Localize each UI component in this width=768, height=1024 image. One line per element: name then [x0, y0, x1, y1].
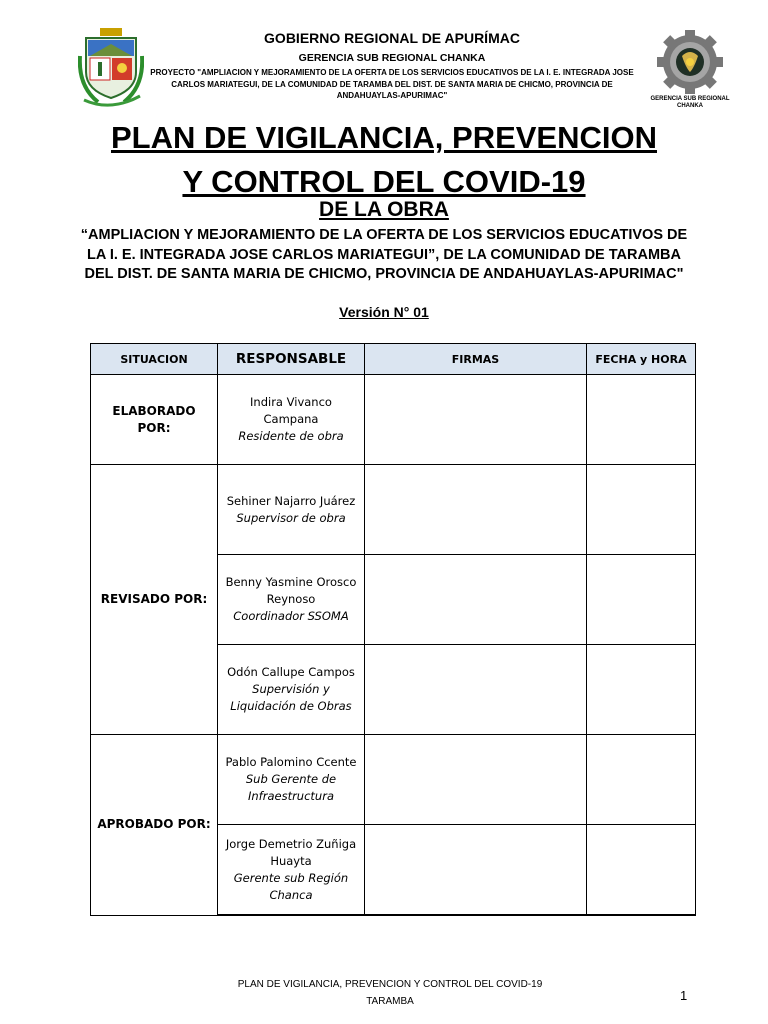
date-time-cell[interactable] [587, 555, 696, 645]
document-title [60, 116, 708, 204]
header-firmas: FIRMAS [365, 344, 587, 375]
signature-cell[interactable] [365, 465, 587, 555]
table-row [91, 375, 696, 465]
header-situacion: SITUACION [91, 344, 218, 375]
date-time-cell[interactable] [587, 645, 696, 735]
person-name: Odón Callupe Campos [227, 665, 355, 679]
table-row [91, 735, 696, 825]
person-name: Sehiner Najarro Juárez [226, 493, 356, 508]
person-name: Benny Yasmine Orosco Reynoso [225, 575, 357, 606]
person-role: Coordinador SSOMA [233, 609, 349, 623]
title-line-1: PLAN DE VIGILANCIA, PREVENCION [111, 120, 657, 155]
situation-cell: APROBADO POR: [91, 735, 218, 916]
person-role: Supervisor de obra [236, 510, 346, 525]
project-description: “AMPLIACION Y MEJORAMIENTO DE LA OFERTA DE LOS SERVICIOS EDUCATIVOS DE LA I. E. INTEGRADA JOSE CARLOS MARIATEGUI”, DE LA COMUNIDAD DE TARAMBA DEL DIST. DE SANTA MARIA DE CHICMO, PROVINCIA DE ANDAHUAYLAS-APURIMAC" [80, 227, 688, 282]
responsible-cell [218, 375, 365, 465]
person-role: Supervisión y Liquidación de Obras [230, 682, 352, 713]
gerencia-chanka-gear-logo [646, 30, 734, 114]
logo-caption: GERENCIA SUB REGIONAL CHANKA [650, 96, 730, 109]
date-time-cell[interactable] [587, 375, 696, 465]
signature-cell[interactable] [365, 735, 587, 825]
person-name: Jorge Demetrio Zuñiga Huayta [225, 836, 357, 868]
government-name: GOBIERNO REGIONAL DE APURÍMAC [264, 30, 520, 46]
person-role: Residente de obra [238, 429, 344, 443]
gerencia-name: GERENCIA SUB REGIONAL CHANKA [298, 52, 486, 64]
date-time-cell[interactable] [587, 735, 696, 825]
signature-table [90, 343, 696, 916]
footer-title: PLAN DE VIGILANCIA, PREVENCION Y CONTROL DEL COVID-19 [237, 979, 543, 990]
title-line-2: Y CONTROL DEL COVID-19 [182, 164, 586, 199]
responsible-cell [218, 645, 365, 735]
table-header-row [91, 344, 696, 375]
date-time-cell[interactable] [587, 465, 696, 555]
responsible-cell [218, 555, 365, 645]
apurimac-shield-logo [78, 26, 144, 110]
signature-cell[interactable] [365, 555, 587, 645]
table-row [91, 465, 696, 555]
page-number: 1 [680, 988, 688, 1003]
responsible-cell [218, 465, 365, 555]
page-footer [150, 976, 630, 1010]
header-responsable: RESPONSABLE [218, 344, 365, 375]
header-fecha-hora: FECHA y HORA [587, 344, 696, 375]
responsible-cell [218, 735, 365, 825]
person-role: Sub Gerente de Infraestructura [245, 772, 337, 803]
person-name: Pablo Palomino Ccente [225, 755, 357, 769]
responsible-cell [218, 825, 365, 916]
footer-location: TARAMBA [366, 996, 414, 1007]
version-label: Versión N° 01 [339, 304, 429, 320]
signature-cell[interactable] [365, 375, 587, 465]
situation-cell: REVISADO POR: [91, 465, 218, 735]
person-name: Indira Vivanco Campana [250, 395, 332, 426]
date-time-cell[interactable] [587, 825, 696, 916]
situation-cell: ELABORADO POR: [91, 375, 218, 465]
document-subtitle: DE LA OBRA [319, 198, 449, 221]
signature-cell[interactable] [365, 825, 587, 916]
document-header [0, 0, 768, 112]
header-project-line: PROYECTO "AMPLIACION Y MEJORAMIENTO DE LA OFERTA DE LOS SERVICIOS EDUCATIVOS DE LA I. E. INTEGRADA JOSE CARLOS MARIATEGUI, DE LA COMUNIDAD DE TARAMBA DEL DIST. DE SANTA MARIA DE CHICMO, PROVINCIA DE ANDAHUAYLAS-APURIMAC" [150, 68, 634, 100]
signature-cell[interactable] [365, 645, 587, 735]
person-role: Gerente sub Región Chanca [233, 870, 349, 902]
